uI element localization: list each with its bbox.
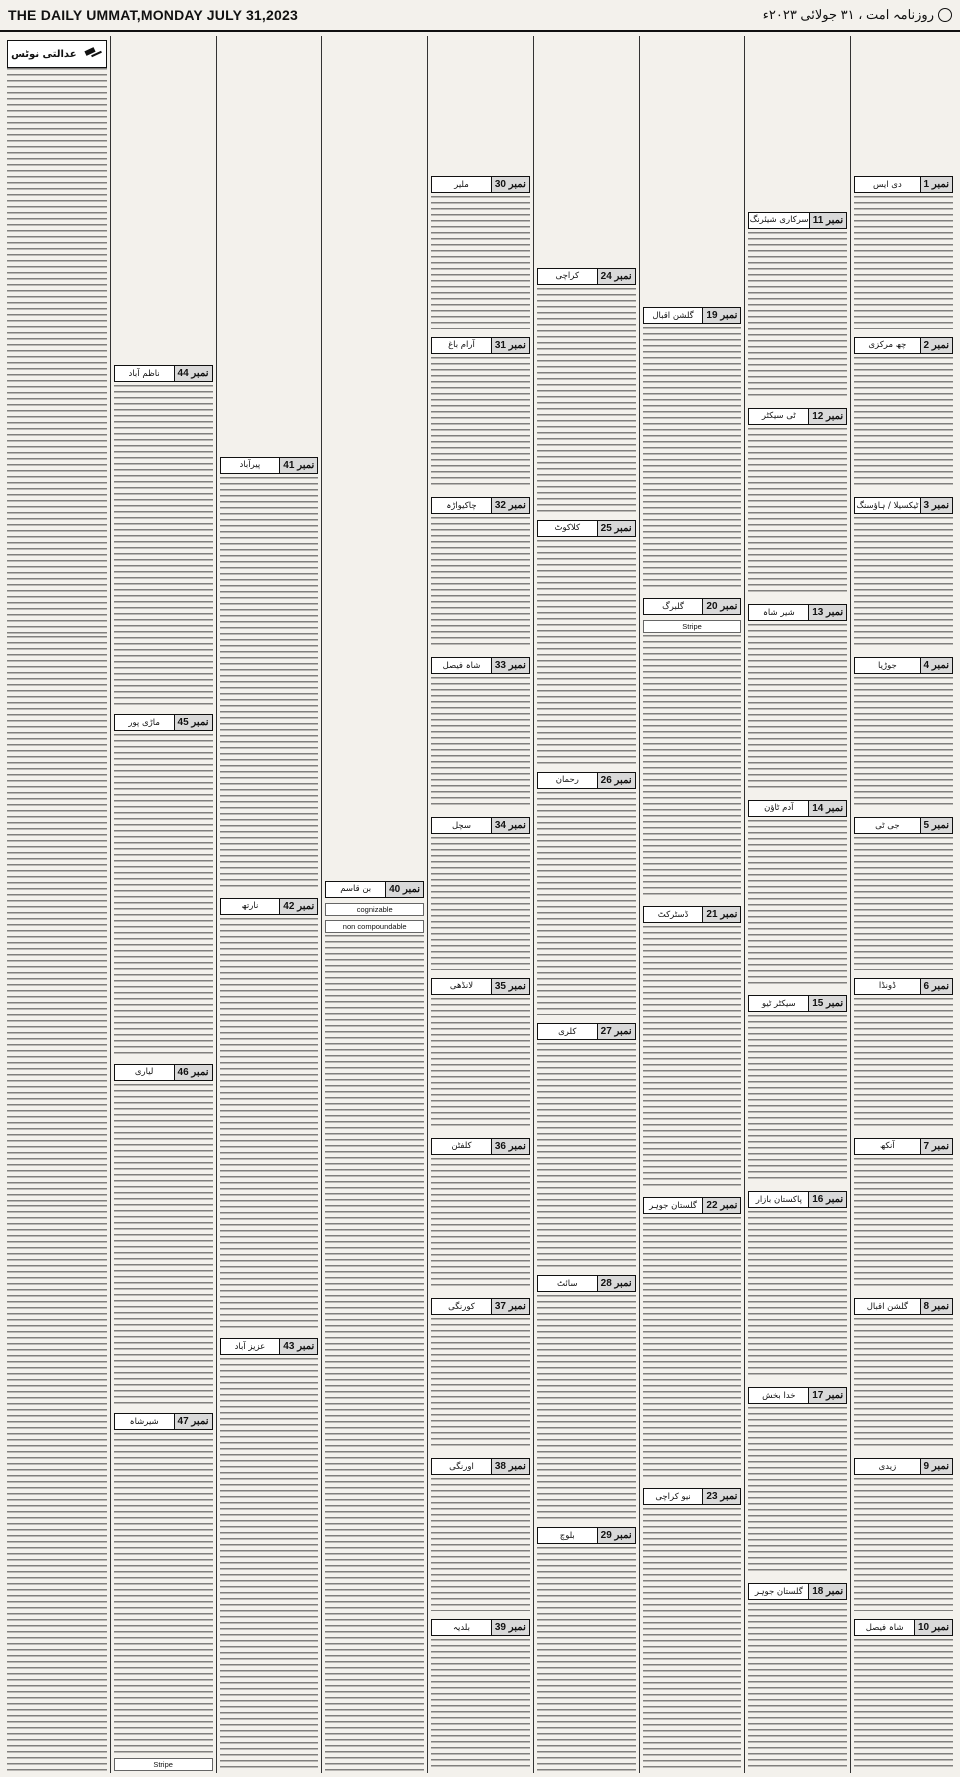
- ward-name: پاکستان بازار: [755, 1194, 802, 1205]
- masthead-urdu-text: روزنامہ امت ، ۳۱ جولائی ۲۰۲۳ء: [762, 7, 934, 22]
- ward-name: بلوچ: [559, 1530, 575, 1541]
- ward-heading: [431, 1458, 530, 1475]
- text-block: [854, 837, 953, 969]
- text-block: [220, 918, 319, 1331]
- ward-heading: [431, 337, 530, 354]
- text-block: [7, 636, 107, 1202]
- ward-heading: [431, 1138, 530, 1155]
- text-block: [537, 1295, 636, 1519]
- text-block: [537, 1043, 636, 1267]
- ward-number: نمبر 22: [702, 1198, 740, 1213]
- ward-number: نمبر 45: [174, 715, 212, 730]
- ward-number: نمبر 25: [597, 521, 635, 536]
- ward-number: نمبر 10: [914, 1620, 952, 1635]
- ward-heading: [748, 604, 847, 621]
- column-c1: [850, 36, 956, 1773]
- column-c7: [216, 36, 322, 1773]
- ward-name: جوڑیا: [878, 660, 897, 671]
- text-block: [220, 477, 319, 890]
- ward-heading: [537, 268, 636, 285]
- column-c2: [744, 36, 850, 1773]
- text-block: [431, 677, 530, 809]
- masthead-urdu: [763, 7, 952, 23]
- ward-name: کراچی: [555, 271, 579, 282]
- ward-number: نمبر 34: [491, 818, 529, 833]
- text-block: [854, 357, 953, 489]
- column-c5: [427, 36, 533, 1773]
- text-block: [643, 1508, 742, 1771]
- column-grid: [4, 36, 956, 1773]
- ward-number: نمبر 13: [808, 605, 846, 620]
- ward-number: نمبر 9: [920, 1459, 952, 1474]
- ward-name: گلشن اقبال: [866, 1301, 909, 1312]
- ward-heading: [220, 898, 319, 915]
- ummat-logo-icon: [938, 8, 952, 22]
- text-block: [643, 635, 742, 898]
- ward-name: شاہ فیصل: [442, 661, 481, 672]
- ward-heading: [114, 1064, 213, 1081]
- text-block: [431, 1318, 530, 1450]
- ward-number: نمبر 11: [809, 213, 846, 228]
- ward-heading: [431, 657, 530, 674]
- ward-heading: [854, 497, 953, 514]
- text-block: [220, 1358, 319, 1771]
- ward-name: شیرشاہ: [129, 1416, 159, 1427]
- ward-heading: [854, 1138, 953, 1155]
- column-c6: [321, 36, 427, 1773]
- ward-heading: [748, 212, 847, 229]
- inline-latin-text: Stripe: [114, 1758, 213, 1771]
- ward-number: نمبر 35: [491, 979, 529, 994]
- ward-number: نمبر 32: [491, 498, 529, 513]
- text-block: [748, 624, 847, 792]
- ward-heading: [748, 1191, 847, 1208]
- text-block: [854, 998, 953, 1130]
- ward-heading: [748, 1583, 847, 1600]
- ward-name: آنکھ: [879, 1141, 895, 1152]
- ward-number: نمبر 1: [920, 177, 952, 192]
- ward-number: نمبر 5: [920, 818, 952, 833]
- ward-name: ٹی سیکٹر: [761, 411, 796, 422]
- ward-heading: [431, 1619, 530, 1636]
- ward-name: خدا بخش: [762, 1390, 796, 1401]
- text-block: [7, 1205, 107, 1771]
- ward-number: نمبر 33: [491, 658, 529, 673]
- ward-name: چھ مرکزی: [868, 340, 907, 351]
- text-block: [431, 517, 530, 649]
- ward-number: نمبر 16: [808, 1192, 846, 1207]
- ward-name: سرکاری شیئرنگ: [749, 215, 809, 226]
- ward-name: گلبرگ: [662, 601, 684, 612]
- ward-number: نمبر 36: [491, 1139, 529, 1154]
- text-block: [854, 517, 953, 649]
- text-block: [431, 1478, 530, 1610]
- ward-name: دی ایس: [873, 179, 902, 190]
- ward-number: نمبر 8: [920, 1299, 952, 1314]
- ward-heading: [643, 598, 742, 615]
- ward-heading: [114, 714, 213, 731]
- ward-number: نمبر 2: [920, 338, 952, 353]
- ward-heading: [220, 1338, 319, 1355]
- ward-name: ڈونڈا: [878, 981, 896, 992]
- ward-heading: [431, 978, 530, 995]
- ward-number: نمبر 27: [597, 1024, 635, 1039]
- ward-heading: [431, 176, 530, 193]
- ward-number: نمبر 20: [702, 599, 740, 614]
- ward-name: لانڈھی: [449, 981, 474, 992]
- text-block: [748, 1211, 847, 1379]
- ward-name: جی ٹی: [875, 820, 900, 831]
- ward-name: شاہ فیصل: [865, 1622, 904, 1633]
- ward-name: بن قاسم: [340, 884, 372, 894]
- text-block: [431, 196, 530, 328]
- ward-heading: [748, 995, 847, 1012]
- ward-heading: [431, 1298, 530, 1315]
- ward-number: نمبر 18: [808, 1584, 846, 1599]
- text-block: [854, 1478, 953, 1610]
- ward-heading: [748, 1387, 847, 1404]
- ward-number: نمبر 24: [597, 269, 635, 284]
- text-block: [431, 998, 530, 1130]
- text-block: [854, 1158, 953, 1290]
- text-block: [643, 926, 742, 1189]
- ward-heading: [748, 408, 847, 425]
- ward-heading: [537, 1023, 636, 1040]
- ward-number: نمبر 30: [491, 177, 529, 192]
- ward-heading: [537, 520, 636, 537]
- text-block: [537, 1547, 636, 1771]
- text-block: [748, 1603, 847, 1771]
- text-block: [854, 677, 953, 809]
- ward-name: کلری: [558, 1026, 577, 1037]
- text-block: [748, 428, 847, 596]
- gavel-icon: [83, 47, 103, 61]
- ward-number: نمبر 4: [920, 658, 952, 673]
- ward-name: سیکٹر ٹیو: [761, 998, 796, 1009]
- ward-number: نمبر 31: [491, 338, 529, 353]
- ward-name: سچل: [451, 820, 471, 831]
- notice-title: عدالتی نوٹس: [11, 48, 77, 60]
- ward-name: زیدی: [878, 1461, 897, 1472]
- ward-heading: [643, 1197, 742, 1214]
- ward-name: آرام باغ: [448, 340, 475, 351]
- text-block: [854, 196, 953, 328]
- text-block: [431, 837, 530, 969]
- text-block: [643, 327, 742, 590]
- text-block: [537, 540, 636, 764]
- ward-heading: [431, 817, 530, 834]
- ward-heading: [854, 657, 953, 674]
- ward-number: نمبر 19: [702, 308, 740, 323]
- text-block: [748, 232, 847, 400]
- ward-number: نمبر 26: [597, 773, 635, 788]
- ward-heading: [854, 978, 953, 995]
- ward-heading: [854, 817, 953, 834]
- text-block: [114, 1433, 213, 1754]
- ward-name: رحمان: [555, 775, 579, 786]
- ward-number: نمبر 21: [702, 907, 740, 922]
- ward-heading: [854, 1458, 953, 1475]
- column-c3: [639, 36, 745, 1773]
- ward-name: اورنگی: [449, 1461, 474, 1472]
- ward-number: نمبر 23: [702, 1489, 740, 1504]
- text-block: [431, 1158, 530, 1290]
- ward-number: نمبر 17: [808, 1388, 846, 1403]
- inline-latin-text: non compoundable: [325, 920, 424, 933]
- ward-number: نمبر 39: [491, 1620, 529, 1635]
- ward-heading: [537, 1527, 636, 1544]
- column-c8: [110, 36, 216, 1773]
- ward-number: نمبر 28: [597, 1276, 635, 1291]
- text-block: [431, 1639, 530, 1771]
- masthead-english: THE DAILY UMMAT,MONDAY JULY 31,2023: [8, 7, 298, 23]
- text-block: [431, 357, 530, 489]
- ward-name: نیو کراچی: [655, 1491, 691, 1502]
- ward-number: نمبر 43: [279, 1339, 317, 1354]
- ward-number: نمبر 40: [385, 882, 423, 897]
- column-notice: [4, 36, 110, 1773]
- ward-heading: [854, 1619, 953, 1636]
- ward-number: نمبر 44: [174, 366, 212, 381]
- ward-heading: [854, 176, 953, 193]
- ward-name: گلستان جوہر: [754, 1587, 803, 1598]
- text-block: [7, 68, 107, 634]
- text-block: [643, 1217, 742, 1480]
- ward-heading: [220, 457, 319, 474]
- text-block: [114, 385, 213, 706]
- text-block: [325, 935, 424, 1772]
- ward-number: نمبر 41: [279, 458, 317, 473]
- notice-header: [7, 40, 107, 68]
- ward-number: نمبر 14: [808, 801, 846, 816]
- inline-latin-text: cognizable: [325, 903, 424, 916]
- ward-name: آدم ٹاؤن: [764, 803, 794, 814]
- ward-name: نارتھ: [241, 901, 259, 911]
- ward-heading: [537, 1275, 636, 1292]
- ward-name: پیرآباد: [239, 460, 261, 471]
- ward-number: نمبر 37: [491, 1299, 529, 1314]
- ward-name: ڈسٹرکٹ: [657, 909, 689, 920]
- text-block: [748, 820, 847, 988]
- ward-name: لیاری: [134, 1067, 154, 1078]
- ward-name: بلدیہ: [452, 1622, 470, 1633]
- text-block: [537, 792, 636, 1016]
- text-block: [114, 734, 213, 1055]
- ward-name: چاکیواڑہ: [446, 500, 477, 511]
- ward-heading: [114, 365, 213, 382]
- ward-heading: [854, 337, 953, 354]
- ward-name: سائٹ: [557, 1278, 578, 1289]
- ward-heading: [325, 881, 424, 898]
- ward-name: شیر شاہ: [762, 607, 795, 618]
- ward-number: نمبر 29: [597, 1528, 635, 1543]
- text-block: [854, 1639, 953, 1771]
- ward-name: ماڑی پور: [128, 717, 160, 728]
- ward-number: نمبر 3: [920, 498, 952, 513]
- ward-number: نمبر 46: [174, 1065, 212, 1080]
- column-c4: [533, 36, 639, 1773]
- ward-number: نمبر 7: [920, 1139, 952, 1154]
- masthead: [0, 0, 960, 32]
- text-block: [537, 288, 636, 512]
- ward-heading: [748, 800, 847, 817]
- ward-number: نمبر 47: [174, 1414, 212, 1429]
- ward-heading: [854, 1298, 953, 1315]
- ward-number: نمبر 42: [279, 899, 317, 914]
- ward-name: ناظم آباد: [128, 368, 160, 379]
- ward-number: نمبر 38: [491, 1459, 529, 1474]
- ward-name: کورنگی: [448, 1301, 475, 1312]
- ward-name: ٹیکسیلا / ہاؤسنگ: [856, 500, 919, 511]
- ward-heading: [431, 497, 530, 514]
- ward-name: گلشن اقبال: [652, 310, 694, 321]
- ward-name: کلفٹن: [451, 1141, 472, 1152]
- ward-number: نمبر 6: [920, 979, 952, 994]
- ward-heading: [643, 906, 742, 923]
- text-block: [748, 1015, 847, 1183]
- inline-latin-text: Stripe: [643, 620, 742, 633]
- ward-name: گلستان جوہر: [649, 1201, 697, 1211]
- ward-heading: [114, 1413, 213, 1430]
- ward-heading: [643, 307, 742, 324]
- text-block: [854, 1318, 953, 1450]
- ward-number: نمبر 12: [808, 409, 846, 424]
- ward-heading: [643, 1488, 742, 1505]
- ward-number: نمبر 15: [808, 996, 846, 1011]
- text-block: [114, 1084, 213, 1405]
- text-block: [748, 1407, 847, 1575]
- ward-heading: [537, 772, 636, 789]
- ward-name: عزیز آباد: [234, 1341, 266, 1352]
- ward-name: ملیر: [454, 179, 469, 190]
- ward-name: کلاکوٹ: [554, 523, 581, 534]
